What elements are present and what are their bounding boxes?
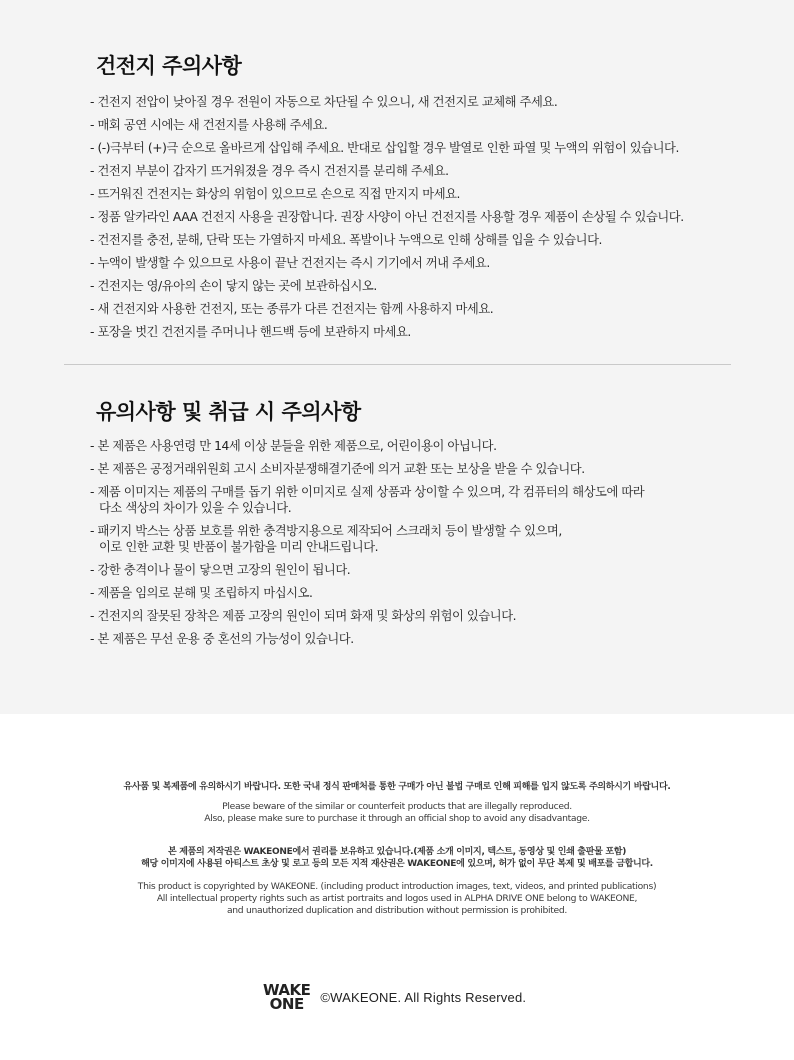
list-item: - 건전지 부분이 갑자기 뜨거워졌을 경우 즉시 건전지를 분리해 주세요. [90, 164, 449, 178]
copyright-notice-ko-1: 본 제품의 저작권은 WAKEONE에서 권리를 보유하고 있습니다.(제품 소개 이미지, 텍스트, 동영상 및 인쇄 출판물 포함) [167, 847, 627, 857]
handling-caution-list [90, 438, 730, 654]
list-item [90, 461, 730, 477]
list-item-text: - 본 제품은 공정거래위원회 고시 소비자분쟁해결기준에 의거 교환 또는 보상을 받을 수 있습니다. [90, 462, 585, 476]
list-item-text: - 제품 이미지는 제품의 구매를 돕기 위한 이미지로 실제 상품과 상이할 수 있으며, 각 컴퓨터의 해상도에 따라 [90, 485, 645, 499]
list-item [90, 631, 730, 647]
list-item: - 건전지를 충전, 분해, 단락 또는 가열하지 마세요. 폭발이나 누액으로 인해 상해를 입을 수 있습니다. [90, 233, 602, 247]
list-item: - 포장을 벗긴 건전지를 주머니나 핸드백 등에 보관하지 마세요. [90, 325, 411, 339]
copyright-notice-ko-2: 해당 이미지에 사용된 아티스트 초상 및 로고 등의 모든 지적 재산권은 WAKEONE에 있으며, 허가 없이 무단 복제 및 배포를 금합니다. [141, 859, 653, 869]
copyright-notice-en-3: and unauthorized duplication and distribution without permission is prohibited. [226, 905, 568, 916]
list-item-text: - 본 제품은 사용연령 만 14세 이상 분들을 위한 제품으로, 어린이용이 아닙니다. [90, 439, 497, 453]
copyright-notice-en-1: This product is copyrighted by WAKEONE. (including product introduction images, text, videos, and printed publications) [137, 881, 657, 892]
list-item [90, 562, 730, 578]
list-item-text: - 본 제품은 무선 운용 중 혼선의 가능성이 있습니다. [90, 632, 354, 646]
list-item [90, 484, 730, 516]
list-item: - 뜨거워진 건전지는 화상의 위험이 있으므로 손으로 직접 만지지 마세요. [90, 187, 461, 201]
battery-caution-title: 건전지 주의사항 [96, 54, 242, 78]
logo-line: ONE [269, 995, 304, 1013]
rights-reserved: ©WAKEONE. All Rights Reserved. [320, 989, 527, 1005]
list-item: - 정품 알카라인 AAA 건전지 사용을 권장합니다. 권장 사양이 아닌 건전지를 사용할 경우 제품이 손상될 수 있습니다. [90, 210, 684, 224]
list-item [90, 438, 730, 454]
list-item-text: - 패키지 박스는 상품 보호를 위한 충격방지용으로 제작되어 스크래치 등이 발생할 수 있으며, [90, 524, 562, 538]
list-item-continuation: 다소 색상의 차이가 있을 수 있습니다. [99, 501, 292, 515]
list-item: - 누액이 발생할 수 있으므로 사용이 끝난 건전지는 즉시 기기에서 꺼내 주세요. [90, 256, 490, 270]
list-item: - 새 건전지와 사용한 건전지, 또는 종류가 다른 건전지는 함께 사용하지 마세요. [90, 302, 494, 316]
counterfeit-notice-en-1: Please beware of the similar or counterfeit products that are illegally reproduced. [222, 801, 572, 812]
copyright-notice-en-2: All intellectual property rights such as artist portraits and logos used in ALPHA DRIVE ONE belong to WAKEONE, [156, 893, 638, 904]
counterfeit-notice-ko: 유사품 및 복제품에 유의하시기 바랍니다. 또한 국내 정식 판매처를 통한 구매가 아닌 불법 구매로 인해 피해를 입지 않도록 주의하시기 바랍니다. [123, 782, 671, 792]
wakeone-logo [263, 983, 310, 1011]
list-item [90, 608, 730, 624]
battery-caution-list [90, 94, 730, 347]
list-item [90, 585, 730, 601]
list-item-continuation: 이로 인한 교환 및 반품이 불가함을 미리 안내드립니다. [99, 540, 379, 554]
list-item-text: - 강한 충격이나 물이 닿으면 고장의 원인이 됩니다. [90, 563, 351, 577]
list-item-text: - 제품을 임의로 분해 및 조립하지 마십시오. [90, 586, 313, 600]
list-item-text: - 건전지의 잘못된 장착은 제품 고장의 원인이 되며 화재 및 화상의 위험이 있습니다. [90, 609, 517, 623]
list-item: - 건전지 전압이 낮아질 경우 전원이 자동으로 차단될 수 있으니, 새 건전지로 교체해 주세요. [90, 95, 558, 109]
counterfeit-notice-en-2: Also, please make sure to purchase it through an official shop to avoid any disadvantage. [204, 813, 590, 824]
section-divider [64, 364, 731, 365]
handling-caution-title: 유의사항 및 취급 시 주의사항 [96, 400, 361, 424]
list-item [90, 523, 730, 555]
list-item: - 건전지는 영/유아의 손이 닿지 않는 곳에 보관하십시오. [90, 279, 377, 293]
list-item: - 매회 공연 시에는 새 건전지를 사용해 주세요. [90, 118, 328, 132]
logo-line: WAKE [263, 981, 311, 999]
list-item: - (-)극부터 (+)극 순으로 올바르게 삽입해 주세요. 반대로 삽입할 경우 발열로 인한 파열 및 누액의 위험이 있습니다. [90, 141, 679, 155]
brand-footer [263, 983, 526, 1011]
